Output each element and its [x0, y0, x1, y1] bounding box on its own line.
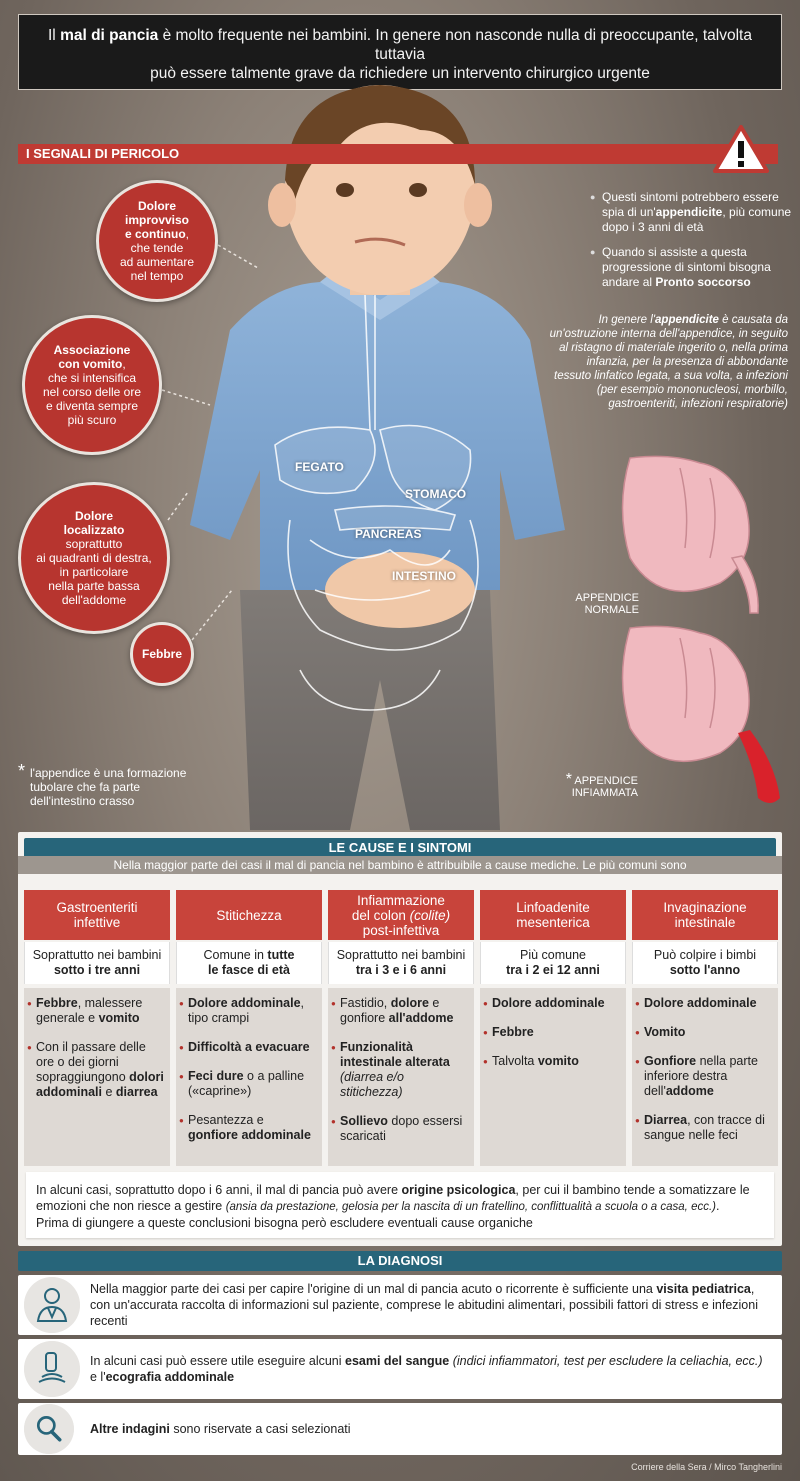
cause-age: Soprattutto nei bambini sotto i tre anni — [24, 942, 170, 984]
signal-text: , — [185, 227, 189, 241]
cause-column-intussusception — [632, 890, 778, 1166]
signal-text-bold: improvviso — [124, 213, 190, 227]
signal-text: che tende — [130, 241, 184, 255]
signal-text: ai quadranti di destra, — [36, 551, 152, 565]
causes-section — [18, 832, 782, 1246]
child-illustration — [170, 70, 590, 840]
signal-text-bold: e continuo — [124, 227, 186, 241]
intro-text-line2: può essere talmente grave da richiedere un intervento chirurgico urgente — [150, 65, 650, 82]
cause-symptoms: ● Dolore addominale ● Vomito ● Gonfiore nella parte inferiore destra dell'addome ● Diarrea, con tracce di sangue nelle feci — [632, 988, 778, 1166]
causes-subtitle: Nella maggior parte dei casi il mal di pancia nel bambino è attribuibile a cause mediche. Le più comuni sono — [18, 856, 782, 874]
cause-symptoms: ● Fastidio, dolore e gonfiore all'addome ● Funzionalità intestinale alterata (diarrea e/o stitichezza) ● Sollievo dopo essersi scaricati — [328, 988, 474, 1166]
cause-age: Soprattutto nei bambini tra i 3 e i 6 anni — [328, 942, 474, 984]
cause-column-lymphadenitis — [480, 890, 626, 1166]
signal-text: nel tempo — [130, 269, 184, 283]
cause-age: Più comune tra i 2 ei 12 anni — [480, 942, 626, 984]
signal-sudden-pain — [96, 180, 218, 302]
signal-text: , — [122, 357, 126, 371]
danger-signals-header: I SEGNALI DI PERICOLO — [18, 144, 718, 164]
signal-text-bold: Dolore — [137, 199, 176, 213]
signal-text: soprattutto — [65, 537, 123, 551]
appendix-inflamed-label: * APPENDICE INFIAMMATA — [565, 771, 638, 799]
cause-title: Linfoadenite mesenterica — [480, 890, 626, 940]
diagnosis-title: LA DIAGNOSI — [18, 1251, 782, 1271]
cause-age: Comune in tutte le fasce di età — [176, 942, 322, 984]
causes-title: LE CAUSE E I SINTOMI — [24, 838, 776, 858]
psychological-origin-note: In alcuni casi, soprattutto dopo i 6 anni, il mal di pancia può avere origine psicologica, per cui il bambino tende a somatizzare le emozioni che non riesce a gestire (ansia da prestazione, gelosia per la nascita di un fratellino, conflittualità a scuola o a casa, ecc.). Prima di giungere a queste conclusioni bisogna però escludere eventuali cause organiche — [26, 1172, 774, 1238]
intro-bold: mal di pancia — [60, 27, 159, 44]
cause-symptoms: ● Dolore addominale ● Febbre ● Talvolta vomito — [480, 988, 626, 1166]
ultrasound-icon — [24, 1341, 80, 1397]
cause-age: Può colpire i bimbi sotto l'anno — [632, 942, 778, 984]
cause-title: Invaginazione intestinale — [632, 890, 778, 940]
signal-text: in particolare — [59, 565, 129, 579]
organ-label-intestine: INTESTINO — [392, 569, 457, 583]
signal-fever — [130, 622, 194, 686]
signal-text: più scuro — [67, 413, 117, 427]
appendicitis-cause-note: In genere l'appendicite è causata da un'ostruzione interna dell'appendice, in seguito al ristagno di materiale ingerito o, nella prima infanzia, per la presenza di abbondante tessuto linfatico legata, a sua volta, a infezioni (per esempio mononucleosi, morbillo, gastroenteriti, infezioni respiratorie) — [549, 314, 788, 410]
appendicitis-notes — [592, 190, 792, 300]
cause-column-colitis — [328, 890, 474, 1166]
cause-title: Infiammazione del colon (colite) post-infettiva — [328, 890, 474, 940]
signal-text: che si intensifica — [47, 371, 137, 385]
signal-text: nel corso delle ore — [42, 385, 142, 399]
signal-text-bold: con vomito — [58, 357, 123, 371]
signal-localized-pain — [18, 482, 170, 634]
signal-text: nella parte bassa — [48, 579, 140, 593]
organ-label-liver: FEGATO — [295, 460, 344, 474]
signal-text-bold: localizzato — [63, 523, 125, 537]
cause-title: Stitichezza — [176, 890, 322, 940]
note-item: ● Quando si assiste a questa progressione di sintomi bisogna andare al Pronto soccorso — [592, 245, 792, 290]
diagnosis-text: Nella maggior parte dei casi per capire l'origine di un mal di pancia acuto o ricorrente è sufficiente una visita pediatrica, con un'accurata raccolta di informazioni sul paziente, comprese le abitudini alimentari, possibili fattori di stress e infezioni recenti — [90, 1282, 758, 1328]
doctor-icon — [24, 1277, 80, 1333]
appendix-footnote: * l'appendice è una formazione tubolare che fa parte dell'intestino crasso — [18, 761, 187, 808]
intro-text: Il — [48, 27, 61, 44]
organ-label-stomach: STOMACO — [405, 487, 467, 501]
credit: Corriere della Sera / Mirco Tangherlini — [631, 1462, 782, 1472]
cause-symptoms: ● Dolore addominale, tipo crampi ● Difficoltà a evacuare ● Feci dure o a palline («caprine») ● Pesantezza e gonfiore addominale — [176, 988, 322, 1166]
note-item: ● Questi sintomi potrebbero essere spia di un'appendicite, più comune dopo i 3 anni di età — [592, 190, 792, 235]
organ-label-pancreas: PANCREAS — [355, 527, 422, 541]
cause-column-gastro — [24, 890, 170, 1166]
cause-title: Gastroenteriti infettive — [24, 890, 170, 940]
cause-column-constipation — [176, 890, 322, 1166]
diagnosis-row-other — [18, 1403, 782, 1455]
diagnosis-text: Altre indagini sono riservate a casi selezionati — [90, 1422, 351, 1436]
signal-text-bold: Associazione — [53, 343, 131, 357]
diagnosis-row-visit — [18, 1275, 782, 1335]
appendix-illustration — [610, 448, 790, 818]
appendix-normal-label: APPENDICE NORMALE — [575, 592, 639, 616]
signal-text: dell'addome — [61, 593, 127, 607]
signal-text-bold: Dolore — [74, 509, 113, 523]
diagnosis-text: In alcuni casi può essere utile eseguire alcuni esami del sangue (indici infiammatori, test per escludere la celiachia, ecc.) e l'ecografia addominale — [90, 1354, 763, 1384]
signal-text: ad aumentare — [119, 255, 195, 269]
signal-text-bold: Febbre — [141, 647, 182, 661]
signal-vomit — [22, 315, 162, 455]
diagnosis-row-tests — [18, 1339, 782, 1399]
magnifier-icon — [24, 1404, 74, 1454]
cause-symptoms: ● Febbre, malessere generale e vomito ● Con il passare delle ore o dei giorni sopraggiungono dolori addominali e diarrea — [24, 988, 170, 1166]
signal-text: e diventa sempre — [45, 399, 139, 413]
intro-text: è molto frequente nei bambini. In genere non nasconde nulla di preoccupante, talvolta tuttavia — [158, 27, 752, 63]
warning-triangle-icon — [712, 124, 770, 174]
